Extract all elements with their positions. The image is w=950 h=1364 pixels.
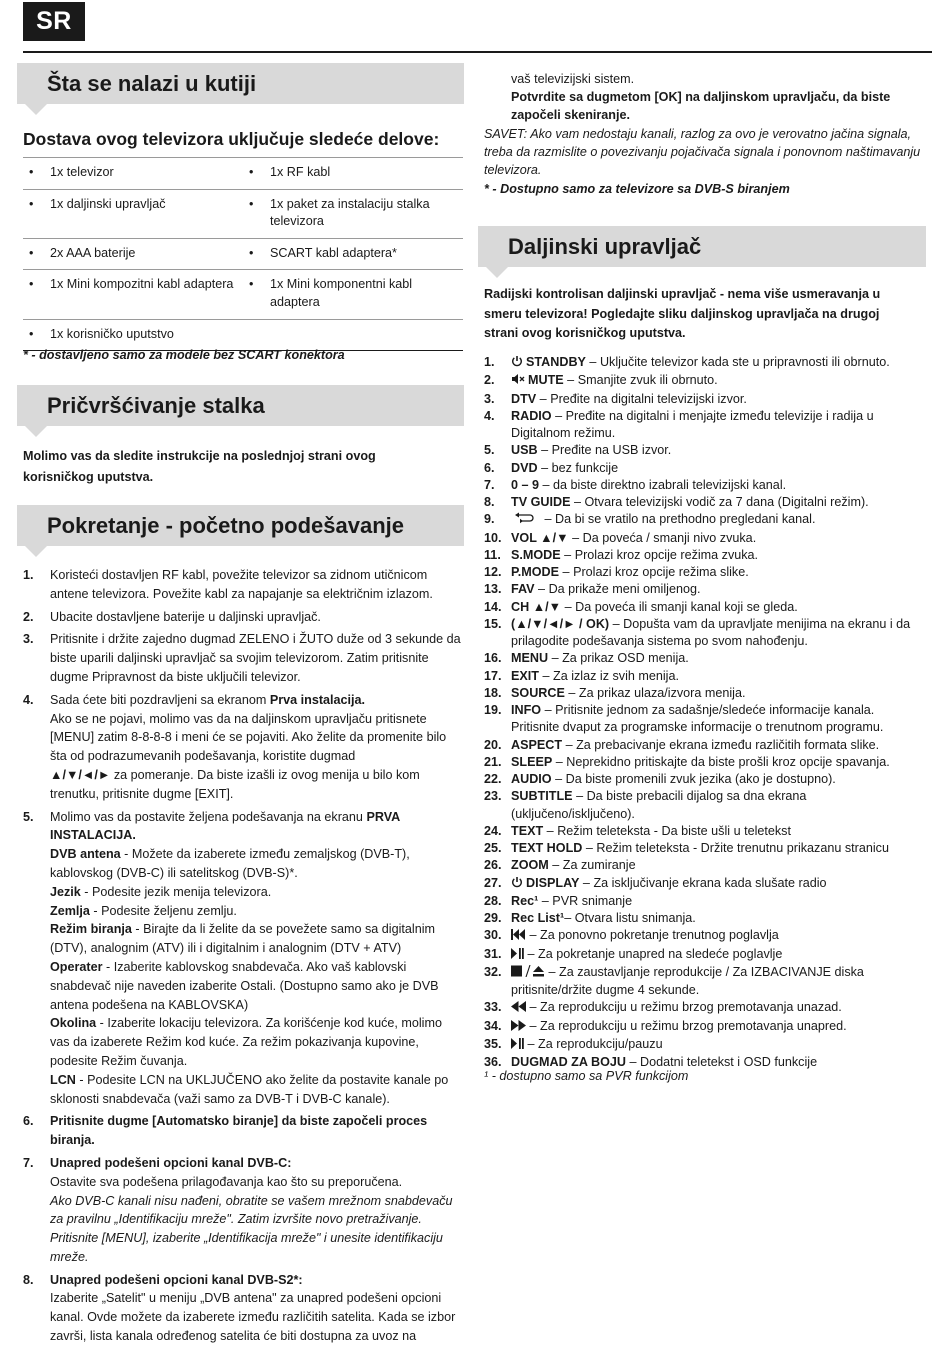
button-key-label: Rec¹ — [511, 893, 539, 908]
section-banner-stand — [17, 385, 464, 426]
section-title: Pokretanje - početno podešavanje — [47, 513, 404, 538]
button-key-label: SLEEP — [511, 754, 553, 769]
next-chapter-icon — [511, 947, 524, 964]
button-key-label: RADIO — [511, 408, 552, 423]
remote-button-item — [484, 650, 926, 667]
remote-button-item — [484, 840, 926, 857]
remote-button-item — [484, 564, 926, 581]
button-key-label: DUGMAD ZA BOJU — [511, 1055, 626, 1069]
button-description: – Da bi se vratilo na prethodno pregledani kanal. — [541, 512, 816, 527]
remote-button-item — [484, 754, 926, 771]
bullet-icon: • — [249, 277, 254, 292]
item-number: 29. — [484, 911, 502, 925]
fast-forward-icon — [511, 1019, 526, 1036]
button-description: – da biste direktno izabrali televizijski kanal. — [539, 477, 787, 492]
button-key-label: EXIT — [511, 668, 539, 683]
item-number: 17. — [484, 668, 502, 683]
box-contents-cell — [23, 319, 243, 351]
button-key-label: ZOOM — [511, 858, 549, 873]
item-number: 36. — [484, 1055, 502, 1069]
tip-note: SAVET: Ako vam nedostaju kanali, razlog za ovo je verovatno jačina signala, treba da razmislite o povezivanju pojačivača signala i ponovnom naštimavanju televizora. — [484, 127, 921, 177]
bullet-icon: • — [29, 245, 34, 260]
button-key-label: 0 – 9 — [511, 477, 540, 492]
box-contents-row — [23, 270, 463, 319]
box-contents-table — [23, 157, 463, 351]
item-number: 27. — [484, 875, 502, 890]
button-description: – Prolazi kroz opcije režima zvuka. — [560, 547, 759, 562]
section-title: Pričvršćivanje stalka — [47, 393, 265, 418]
button-description: – Pređite na digitalni i menjajte između televizije i radija u Digitalnom režimu. — [511, 408, 874, 440]
item-number: 23. — [484, 789, 502, 804]
button-key-label: TV GUIDE — [511, 495, 571, 509]
item-number: 8. — [484, 495, 495, 509]
remote-button-item — [484, 354, 926, 372]
button-description: – Za pokretanje unapred na sledeće poglavlje — [524, 946, 783, 961]
item-number: 30. — [484, 928, 502, 943]
box-contents-cell — [23, 158, 243, 190]
remote-button-item — [484, 372, 926, 390]
section-banner-remote — [478, 226, 926, 267]
button-description: – Otvara listu snimanja. — [564, 911, 696, 925]
remote-button-item — [484, 460, 926, 477]
remote-button-item — [484, 893, 926, 910]
button-description: – Da biste prebacili dijalog sa dna ekrana (uključeno/isključeno). — [511, 789, 807, 821]
box-contents-cell — [243, 319, 463, 351]
setup-step: 7. Unapred podešeni opcioni kanal DVB-C: Ostavite sva podešena prilagođavanja kao što su preporučena. Ako DVB-C kanali nisu nađeni, obratite se vašem mrežnom snabdevaču za pravilnu „Identifikaciju mreže". Zatim izvršite novo pretraživanje. Pritisnite [MENU], izaberite „Identifikacija mreže" i unesite identifikaciju mreže. — [23, 1155, 453, 1264]
button-description: – Za prebacivanje ekrana između različitih formata slike. — [562, 737, 880, 752]
setup-step: 6. Pritisnite dugme [Automatsko biranje] da biste započeli proces biranja. — [23, 1114, 428, 1148]
return-icon — [513, 512, 537, 529]
button-description: – Za izlaz iz svih menija. — [539, 668, 679, 683]
button-description: – Otvara televizijski vodič za 7 dana (Digitalni režim). — [570, 495, 869, 509]
remote-button-item — [484, 668, 926, 685]
box-item-label: 1x RF kabl — [270, 165, 331, 179]
power-icon — [511, 876, 523, 893]
box-item-label: 1x korisničko uputstvo — [50, 326, 174, 341]
button-description: – Dodatni teletekst i OSD funkcije — [625, 1055, 818, 1069]
item-number: 13. — [484, 582, 502, 597]
item-number: 12. — [484, 565, 502, 579]
item-number: 18. — [484, 685, 502, 700]
button-key-label: DVD — [511, 460, 538, 475]
button-description: – Da biste promenili zvuk jezika (ako je dostupno). — [551, 772, 836, 786]
box-contents-cell — [243, 158, 463, 190]
remote-button-item — [484, 442, 926, 459]
power-icon — [511, 355, 523, 372]
remote-button-item — [484, 685, 926, 702]
section-title: Šta se nalazi u kutiji — [47, 71, 257, 96]
item-number: 34. — [484, 1018, 502, 1033]
setup-step: 4. Sada ćete biti pozdravljeni sa ekranom Prva instalacija. Ako se ne pojavi, molimo vas da na daljinskom upravljaču pritisnete [MENU] zatim 8-8-8-8 i meni će se pojaviti. Ako želite da promenite bilo šta od podrazumevanih podešavanja, koristite dugmad ▲/▼/◄/► za pomeranje. Da biste izašli iz ovog menija u bilo kom trenutku, pritisnite dugme [EXIT]. — [23, 692, 447, 801]
button-key-label: TEXT — [511, 823, 544, 838]
bullet-icon: • — [29, 165, 34, 179]
button-key-label: S.MODE — [511, 547, 561, 562]
item-number: 31. — [484, 946, 502, 961]
button-description: – Da poveća / smanji nivo zvuka. — [568, 530, 757, 545]
button-description: – Za reprodukciju/pauzu — [524, 1036, 663, 1051]
button-description: – Za ponovno pokretanje trenutnog poglavlja — [526, 928, 779, 943]
remote-button-item — [484, 511, 926, 529]
item-number: 11. — [484, 547, 501, 562]
button-description: – Pređite na USB izvor. — [537, 443, 672, 458]
item-number: 6. — [484, 460, 495, 475]
item-number: 10. — [484, 530, 502, 545]
play-pause-icon — [511, 1037, 524, 1054]
remote-button-item — [484, 408, 926, 443]
remote-button-item — [484, 999, 926, 1017]
box-contents-row — [23, 238, 463, 270]
button-key-label: TEXT HOLD — [511, 841, 583, 855]
button-description: – Dopušta vam da upravljate menijima na ekranu i da prilagodite podešavanja sistema po svom nahođenju. — [511, 616, 911, 648]
button-key-label: DTV — [511, 391, 537, 406]
item-number: 33. — [484, 1000, 502, 1015]
bullet-icon: • — [29, 196, 34, 211]
remote-button-item — [484, 857, 926, 874]
remote-button-item — [484, 788, 926, 823]
stand-instructions: Molimo vas da sledite instrukcije na poslednjoj strani ovog korisničkog uputstva. — [23, 449, 376, 484]
item-number: 1. — [484, 355, 495, 369]
button-description: – Da poveća ili smanji kanal koji se gleda. — [561, 599, 798, 614]
button-description: – Režim teleteksta - Da biste ušli u teletekst — [543, 823, 791, 838]
remote-intro: Radijski kontrolisan daljinski upravljač - nema više usmeravanja u smeru televizora! Pogledajte sliku daljinskog upravljača na drugoj strani ovog korisničkog uputstva. — [484, 287, 881, 340]
button-description: – Za zaustavljanje reprodukcije / Za IZBACIVANJE diska pritisnite/držite dugme 4 sekunde. — [511, 964, 864, 997]
box-item-label: 1x Mini kompozitni kabl adaptera — [50, 277, 234, 292]
item-number: 32. — [484, 964, 502, 979]
setup-step: 5. Molimo vas da postavite željena podešavanja na ekranu PRVA INSTALACIJA. DVB antena - Možete da izaberete između zemaljskog (DVB-T), kablovskog (DVB-C) ili satelitskog (DVB-S)*. Jezik - Podesite jezik menija televizora. Zemlja - Podesite željenu zemlju. Režim biranja - Birajte da li želite da se povežete samo sa digitalnim (DTV), analognim (ATV) ili i digitalnim i analognim (DTV + ATV) Operater - Izaberite kablovskog snabdevača. Ako vaš kablovski snabdevač nije naveden izaberite Ostali. (Dostupno samo ako je DVB antena podešena na KABLOVSKA) Okolina - Izaberite lokaciju televizora. Za korišćenje kod kuće, molimo vas da izaberete Režim kod kuće. Za režim pokazivanja kupovine, podesite Režim čuvanja. LCN - Podesite LCN na UKLJUČENO ako želite da postavite kanale po sklonosti snabdevača (važi samo za DVB-T i DVB-C kanale). — [23, 809, 449, 1106]
button-key-label: VOL ▲/▼ — [511, 530, 569, 545]
box-contents-cell — [243, 270, 463, 319]
remote-button-item — [484, 737, 926, 754]
button-description: – Za prikaz OSD menija. — [548, 651, 689, 666]
box-item-label: 1x daljinski upravljač — [50, 196, 166, 211]
remote-button-item — [484, 477, 926, 494]
button-key-label: CH ▲/▼ — [511, 599, 562, 614]
box-contents-cell — [23, 189, 243, 238]
box-contents-cell — [23, 270, 243, 319]
dvbs-footnote: * - Dostupno samo za televizore sa DVB-S biranjem — [484, 182, 790, 196]
mute-icon — [511, 373, 525, 390]
setup-steps — [23, 566, 464, 1350]
button-key-label: (▲/▼/◄/► / OK) — [511, 616, 610, 631]
item-number: 16. — [484, 651, 502, 666]
button-description: – PVR snimanje — [538, 893, 633, 908]
remote-button-item — [484, 616, 926, 651]
item-number: 7. — [484, 477, 495, 492]
button-description: – Pritisnite jednom za sadašnje/sledeće informacije kanala. Pritisnite dvaput za programske informacije o trenutnom programu. — [511, 703, 884, 735]
button-key-label: USB — [511, 443, 538, 458]
item-number: 14. — [484, 599, 502, 614]
setup-step: 3. Pritisnite i držite zajedno dugmad ZELENO i ŽUTO duže od 3 sekunde da biste uparili daljinski upravljač sa svojim televizorom. Zatim pritisnite dugme Pripravnost da biste uključili televizor. — [23, 632, 461, 684]
box-item-label: 1x paket za instalaciju stalka televizora — [270, 196, 430, 229]
remote-button-item — [484, 927, 926, 945]
remote-button-item — [484, 1018, 926, 1036]
box-contents-row — [23, 189, 463, 238]
remote-button-item — [484, 391, 926, 408]
remote-buttons-list — [484, 354, 926, 1071]
box-contents-row — [23, 158, 463, 190]
box-contents-cell — [23, 238, 243, 270]
setup-step: 8. Unapred podešeni opcioni kanal DVB-S2*: Izaberite „Satelit" u meniju „DVB antena" za unapred podešeni opcioni kanal. Ovde možete da izaberete između različitih satelita. Kada se izbor završi, lista kanala određenog satelita će biti dostupna za uvoz na — [23, 1272, 456, 1344]
remote-button-item — [484, 771, 926, 788]
box-item-label: 1x televizor — [50, 165, 114, 179]
button-description: – Za isključivanje ekrana kada slušate radio — [579, 875, 827, 890]
bullet-icon: • — [29, 326, 34, 341]
remote-button-item — [484, 702, 926, 737]
button-key-label: FAV — [511, 582, 535, 597]
item-number: 15. — [484, 616, 502, 631]
item-number: 5. — [484, 443, 495, 458]
section-title: Daljinski upravljač — [508, 234, 702, 259]
remote-button-item — [484, 910, 926, 927]
bullet-icon: • — [29, 277, 34, 292]
button-description: – Da prikaže meni omiljenog. — [534, 582, 701, 597]
button-key-label: STANDBY — [526, 355, 586, 369]
button-key-label: MENU — [511, 651, 549, 666]
remote-button-item — [484, 964, 926, 1000]
button-description: – Za reprodukciju u režimu brzog premotavanja unazad. — [526, 1000, 842, 1015]
button-key-label: SUBTITLE — [511, 789, 573, 804]
button-description: – Smanjite zvuk ili obrnuto. — [563, 373, 718, 388]
box-item-label: 1x Mini komponentni kabl adaptera — [270, 277, 413, 309]
setup-continued: vaš televizijski sistem. Potvrdite sa dugmetom [OK] na daljinskom upravljaču, da biste započeli skeniranje. SAVET: Ako vam nedostaju kanali, razlog za ovo je verovatno jačina signala, treba da razmislite o povezivanju pojačivača signala i ponovnom naštimavanju televizora. * - Dostupno samo za televizore sa DVB-S biranjem — [484, 70, 926, 198]
box-contents-cell — [243, 238, 463, 270]
button-description: – Za prikaz ulaza/izvora menija. — [564, 685, 746, 700]
remote-button-item — [484, 599, 926, 616]
item-number: 4. — [484, 408, 495, 423]
button-key-label: INFO — [511, 703, 542, 717]
remote-button-item — [484, 530, 926, 547]
button-key-label: DISPLAY — [526, 875, 580, 890]
item-number: 20. — [484, 737, 502, 752]
button-description: – Neprekidno pritiskajte da biste prošli kroz opcije spavanja. — [552, 754, 890, 769]
remote-button-item — [484, 547, 926, 564]
button-description: – Prolazi kroz opcije režima slike. — [559, 565, 749, 579]
item-number: 22. — [484, 772, 502, 786]
button-key-label: P.MODE — [511, 565, 560, 579]
header-rule — [23, 51, 932, 53]
remote-button-item — [484, 581, 926, 598]
remote-button-item — [484, 1036, 926, 1054]
setup-step: 1. Koristeći dostavljen RF kabl, povežite televizor sa zidnom utičnicom antene televizora. Povežite kabl za napajanje sa električnim izlazom. — [23, 568, 433, 601]
section-banner-setup — [17, 505, 464, 546]
button-description: – Za zumiranje — [548, 858, 636, 873]
item-number: 19. — [484, 703, 502, 717]
item-number: 25. — [484, 841, 502, 855]
item-number: 35. — [484, 1036, 502, 1051]
button-description: – bez funkcije — [537, 460, 619, 475]
button-key-label: Rec List¹ — [511, 911, 565, 925]
rewind-icon — [511, 1000, 526, 1017]
remote-button-item — [484, 946, 926, 964]
previous-chapter-icon — [511, 928, 526, 945]
item-number: 2. — [484, 373, 495, 388]
box-item-label: SCART kabl adaptera* — [270, 245, 397, 260]
arrow-keys-icon: ▲/▼/◄/► — [50, 767, 111, 782]
button-description: – Pređite na digitalni televizijski izvor. — [536, 391, 747, 406]
item-number: 9. — [484, 512, 495, 527]
remote-button-item — [484, 875, 926, 893]
bullet-icon: • — [249, 245, 254, 260]
item-number: 21. — [484, 754, 502, 769]
button-key-label: ASPECT — [511, 737, 563, 752]
box-item-label: 2x AAA baterije — [50, 245, 136, 260]
box-contents-subtitle: Dostava ovog televizora uključuje sledeće delove: — [23, 129, 440, 149]
button-key-label: AUDIO — [511, 772, 552, 786]
bullet-icon: • — [249, 165, 254, 179]
button-description: – Uključite televizor kada ste u pripravnosti ili obrnuto. — [585, 355, 890, 369]
stop-eject-icon — [511, 965, 545, 982]
box-contents-row — [23, 319, 463, 351]
item-number: 3. — [484, 391, 495, 406]
button-key-label: SOURCE — [511, 685, 565, 700]
item-number: 24. — [484, 823, 502, 838]
button-description: – Za reprodukciju u režimu brzog premotavanja unapred. — [526, 1018, 847, 1033]
button-key-label: MUTE — [528, 373, 564, 388]
bullet-icon: • — [249, 196, 254, 211]
item-number: 28. — [484, 893, 502, 908]
setup-step: 2. Ubacite dostavljene baterije u daljinski upravljač. — [23, 609, 321, 624]
box-contents-cell — [243, 189, 463, 238]
remote-button-item — [484, 823, 926, 840]
section-banner-box-contents — [17, 63, 464, 104]
remote-button-item — [484, 494, 926, 511]
scart-footnote: * - dostavljeno samo za modele bez SCART konektora — [23, 348, 345, 362]
language-tab: SR — [23, 2, 85, 41]
item-number: 26. — [484, 858, 502, 873]
button-description: – Režim teleteksta - Držite trenutnu prikazanu stranicu — [582, 841, 889, 855]
pvr-footnote: ¹ - dostupno samo sa PVR funkcijom — [484, 1069, 689, 1083]
